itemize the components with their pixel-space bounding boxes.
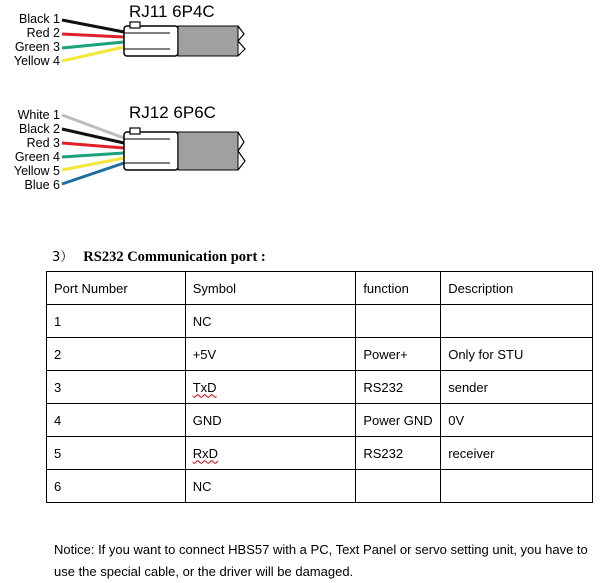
table-row [47,470,593,503]
rj12-wire [62,153,124,157]
table-cell: Power+ [356,338,441,371]
wire-label: Red 3 [26,136,60,150]
table-cell: GND [185,404,356,437]
table-cell: 4 [47,404,186,437]
table-cell: NC [185,470,356,503]
rj11-wire [62,34,124,37]
rj12-connector-diagram [60,108,260,198]
table-cell: RS232 [356,437,441,470]
wire-label: Green 4 [14,150,60,164]
rs232-port-table [46,271,593,503]
table-cell [441,470,593,503]
table-cell: Only for STU [441,338,593,371]
table-cell: sender [441,371,593,404]
table-cell: 3 [47,371,186,404]
table-cell: 6 [47,470,186,503]
wire-label: Black 1 [19,12,60,26]
column-header: Symbol [185,272,356,305]
table-cell: 0V [441,404,593,437]
rj12-wires [62,115,124,184]
section-number: 3） [52,250,74,265]
table-cell: 1 [47,305,186,338]
table-row [47,338,593,371]
spellcheck-word: TxD [192,379,217,395]
rj11-connector-diagram [60,10,260,70]
rj12-wire [62,158,124,170]
wire-label: Yellow 4 [13,54,60,68]
table-row [47,437,593,470]
column-header: function [356,272,441,305]
table-row [47,371,593,404]
rj11-wire [62,20,124,32]
table-cell [441,305,593,338]
column-header: Description [441,272,593,305]
section-heading [52,246,266,266]
table-row [47,404,593,437]
table-cell [356,305,441,338]
wire-label: Black 2 [19,122,60,136]
wire-label: Red 2 [26,26,60,40]
rj11-title: RJ11 6P4C [129,2,215,21]
rj12-plug [124,128,245,170]
table-cell: 2 [47,338,186,371]
wire-label: Yellow 5 [13,164,60,178]
rj12-wire-labels [0,108,60,192]
rj11-wire [62,47,124,61]
column-header: Port Number [47,272,186,305]
table-cell: Power GND [356,404,441,437]
rj12-title: RJ12 6P6C [129,103,216,122]
rj12-wire [62,163,124,184]
table-cell [185,437,356,470]
rj11-plug [124,22,245,56]
notice-text: Notice: If you want to connect HBS57 with a PC, Text Panel or servo setting unit, you have to use the special cable, or the driver will be damaged. [54,542,588,579]
spellcheck-word: RxD [192,445,218,461]
table-header-row [47,272,593,305]
rj11-wire [62,42,124,48]
wire-label: Green 3 [14,40,60,54]
rj11-wire-labels [0,12,60,68]
table-cell [185,371,356,404]
wire-label: Blue 6 [24,178,60,192]
wire-label: White 1 [17,108,60,122]
table-cell: 5 [47,437,186,470]
table-cell: +5V [185,338,356,371]
table-cell: NC [185,305,356,338]
table-cell: receiver [441,437,593,470]
table-cell: RS232 [356,371,441,404]
rj11-wires [62,20,124,61]
section-title: RS232 Communication port : [83,249,266,265]
table-row [47,305,593,338]
rj12-wire [62,143,124,148]
table-cell [356,470,441,503]
